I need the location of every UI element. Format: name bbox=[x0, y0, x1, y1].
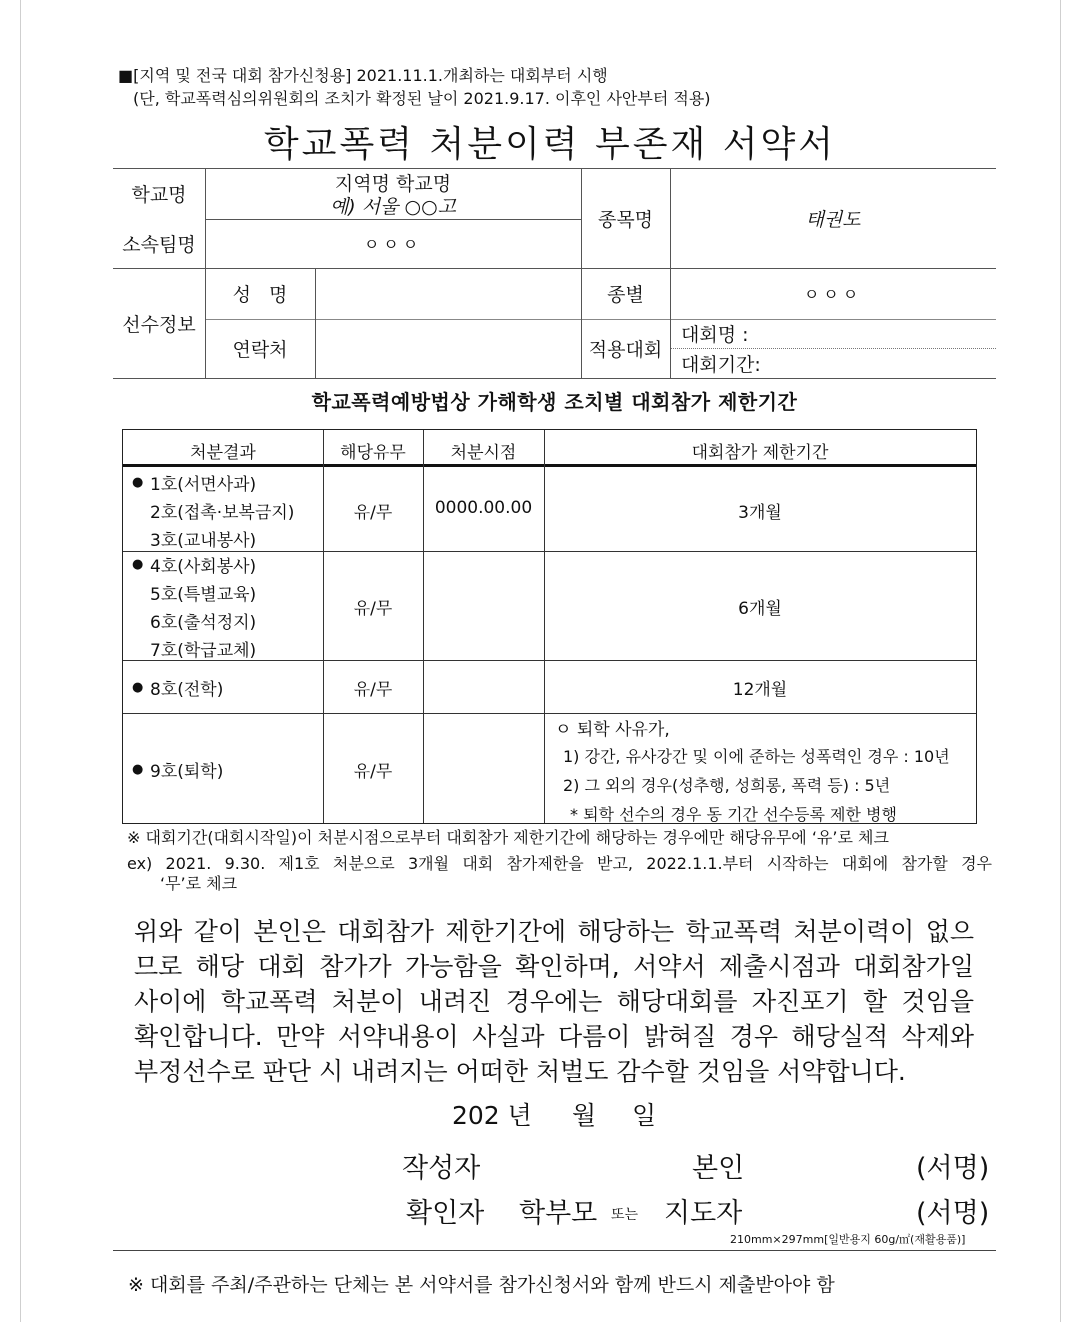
confirmer-parent: 학부모 bbox=[519, 1198, 598, 1229]
measure-item: 1호(서면사과) bbox=[150, 475, 257, 495]
page-edge-left bbox=[20, 0, 21, 1322]
table-col-line bbox=[423, 430, 424, 823]
table-col-line bbox=[544, 430, 545, 823]
info-grid bbox=[113, 168, 996, 380]
date-month[interactable]: 월 bbox=[572, 1101, 597, 1130]
table-subtitle: 학교폭력예방법상 가해학생 조치별 대회참가 제한기간 bbox=[311, 390, 798, 414]
footnote-1: ※ 대회기간(대회시작일)이 처분시점으로부터 대회참가 제한기간에 해당하는 경우에만 해당유무에 ‘유’로 체크 bbox=[127, 828, 889, 847]
footnote-2: ex) 2021. 9.30. 제1호 처분으로 3개월 대회 참가제한을 받고, 2022.1.1.부터 시작하는 대회에 참가할 경우 bbox=[127, 854, 992, 873]
bullet-icon: ● bbox=[132, 680, 144, 695]
contact-label: 연락처 bbox=[232, 339, 288, 361]
school-value-line2: 예) 서울 ○○고 bbox=[329, 195, 457, 218]
writer-label: 작성자 bbox=[402, 1153, 481, 1184]
measure-item: 6호(출석정지) bbox=[150, 613, 257, 633]
header-result: 처분결과 bbox=[190, 443, 256, 463]
comp-name-label: 대회명 : bbox=[681, 324, 749, 346]
team-label: 소속팀명 bbox=[122, 234, 196, 256]
school-label: 학교명 bbox=[131, 184, 187, 206]
class-label: 종별 bbox=[607, 284, 644, 306]
pledge-line: 부정선수로 판단 시 내려지는 어떠한 처벌도 감수할 것임을 서약합니다. bbox=[134, 1057, 906, 1086]
comp-period-label: 대회기간: bbox=[681, 353, 761, 376]
applicable-toggle[interactable]: 유/무 bbox=[353, 680, 393, 700]
measure-item: 8호(전학) bbox=[150, 680, 224, 700]
pledge-line: 확인합니다. 만약 서약내용이 사실과 다름이 밝혀질 경우 해당실적 삭제와 bbox=[134, 1022, 974, 1051]
school-value-line1: 지역명 학교명 bbox=[334, 172, 452, 195]
measure-item: 3호(교내봉사) bbox=[150, 531, 257, 551]
applicable-toggle[interactable]: 유/무 bbox=[353, 599, 393, 619]
applicable-toggle[interactable]: 유/무 bbox=[353, 762, 393, 782]
measure-item: 4호(사회봉사) bbox=[150, 557, 257, 577]
applied-comp-label: 적용대회 bbox=[588, 339, 663, 361]
measure-table bbox=[122, 429, 977, 824]
notice-line-1: ■[지역 및 전국 대회 참가신청용] 2021.11.1.개최하는 대회부터 시행 bbox=[118, 66, 608, 85]
measure-item: 7호(학급교체) bbox=[150, 641, 257, 661]
name-input[interactable] bbox=[315, 268, 581, 319]
confirmer-coach: 지도자 bbox=[664, 1198, 743, 1229]
pledge-line: 위와 같이 본인은 대회참가 제한기간에 해당하는 학교폭력 처분이력이 없으 bbox=[134, 917, 974, 946]
class-value: ㅇㅇㅇ bbox=[803, 285, 863, 304]
paper-spec: 210mm×297mm[일반용지 60g/㎡(재활용품)] bbox=[730, 1233, 966, 1246]
event-label: 종목명 bbox=[597, 208, 654, 231]
writer-value: 본인 bbox=[692, 1153, 745, 1184]
confirmer-or: 또는 bbox=[611, 1207, 639, 1223]
footnote-3: ‘무’로 체크 bbox=[160, 874, 238, 893]
measure-date[interactable]: 0000.00.00 bbox=[434, 498, 533, 518]
contact-input[interactable] bbox=[315, 319, 581, 378]
measure-item: 2호(접촉·보복금지) bbox=[150, 503, 295, 523]
measure-item: 9호(퇴학) bbox=[150, 762, 224, 782]
bullet-icon: ● bbox=[132, 762, 144, 777]
player-info-label: 선수정보 bbox=[122, 313, 196, 336]
expulsion-note: * 퇴학 선수의 경우 동 기간 선수등록 제한 병행 bbox=[570, 805, 897, 824]
expulsion-note: ㅇ 퇴학 사유가, bbox=[555, 720, 670, 740]
grid-line bbox=[113, 378, 996, 379]
event-value: 태권도 bbox=[805, 208, 861, 231]
team-value: ㅇㅇㅇ bbox=[363, 235, 423, 254]
pledge-line: 므로 해당 대회 참가가 가능함을 확인하며, 서약서 제출시점과 대회참가일 bbox=[134, 952, 974, 981]
date-year[interactable]: 202 년 bbox=[452, 1101, 532, 1130]
measure-item: 5호(특별교육) bbox=[150, 585, 257, 605]
writer-sign-field[interactable]: (서명) bbox=[916, 1153, 990, 1184]
restriction-period: 6개월 bbox=[738, 599, 782, 619]
restriction-period: 12개월 bbox=[732, 680, 788, 700]
restriction-period: 3개월 bbox=[738, 503, 782, 523]
confirmer-sign-field[interactable]: (서명) bbox=[916, 1198, 990, 1229]
header-applicable: 해당유무 bbox=[340, 443, 406, 463]
confirmer-label: 확인자 bbox=[406, 1198, 485, 1229]
bottom-note: ※ 대회를 주최/주관하는 단체는 본 서약서를 참가신청서와 함께 반드시 제출받아야 함 bbox=[128, 1274, 835, 1296]
applicable-toggle[interactable]: 유/무 bbox=[353, 503, 393, 523]
divider bbox=[113, 1250, 996, 1251]
bullet-icon: ● bbox=[132, 475, 144, 490]
table-row-line bbox=[123, 713, 976, 714]
document-title: 학교폭력 처분이력 부존재 서약서 bbox=[263, 124, 837, 165]
notice-line-2: (단, 학교폭력심의위원회의 조치가 확정된 날이 2021.9.17. 이후인 사안부터 적용) bbox=[133, 89, 711, 108]
pledge-line: 사이에 학교폭력 처분이 내려진 경우에는 해당대회를 자진포기 할 것임을 bbox=[134, 987, 974, 1016]
expulsion-note: 1) 강간, 유사강간 및 이에 준하는 성폭력인 경우 : 10년 bbox=[563, 747, 950, 766]
expulsion-note: 2) 그 외의 경우(성추행, 성희롱, 폭력 등) : 5년 bbox=[563, 776, 891, 795]
header-time: 처분시점 bbox=[450, 443, 517, 463]
date-day[interactable]: 일 bbox=[632, 1101, 657, 1130]
name-label: 성 명 bbox=[232, 284, 288, 306]
page-edge-right bbox=[1060, 0, 1061, 1322]
header-period: 대회참가 제한기간 bbox=[691, 443, 829, 463]
bullet-icon: ● bbox=[132, 557, 144, 572]
